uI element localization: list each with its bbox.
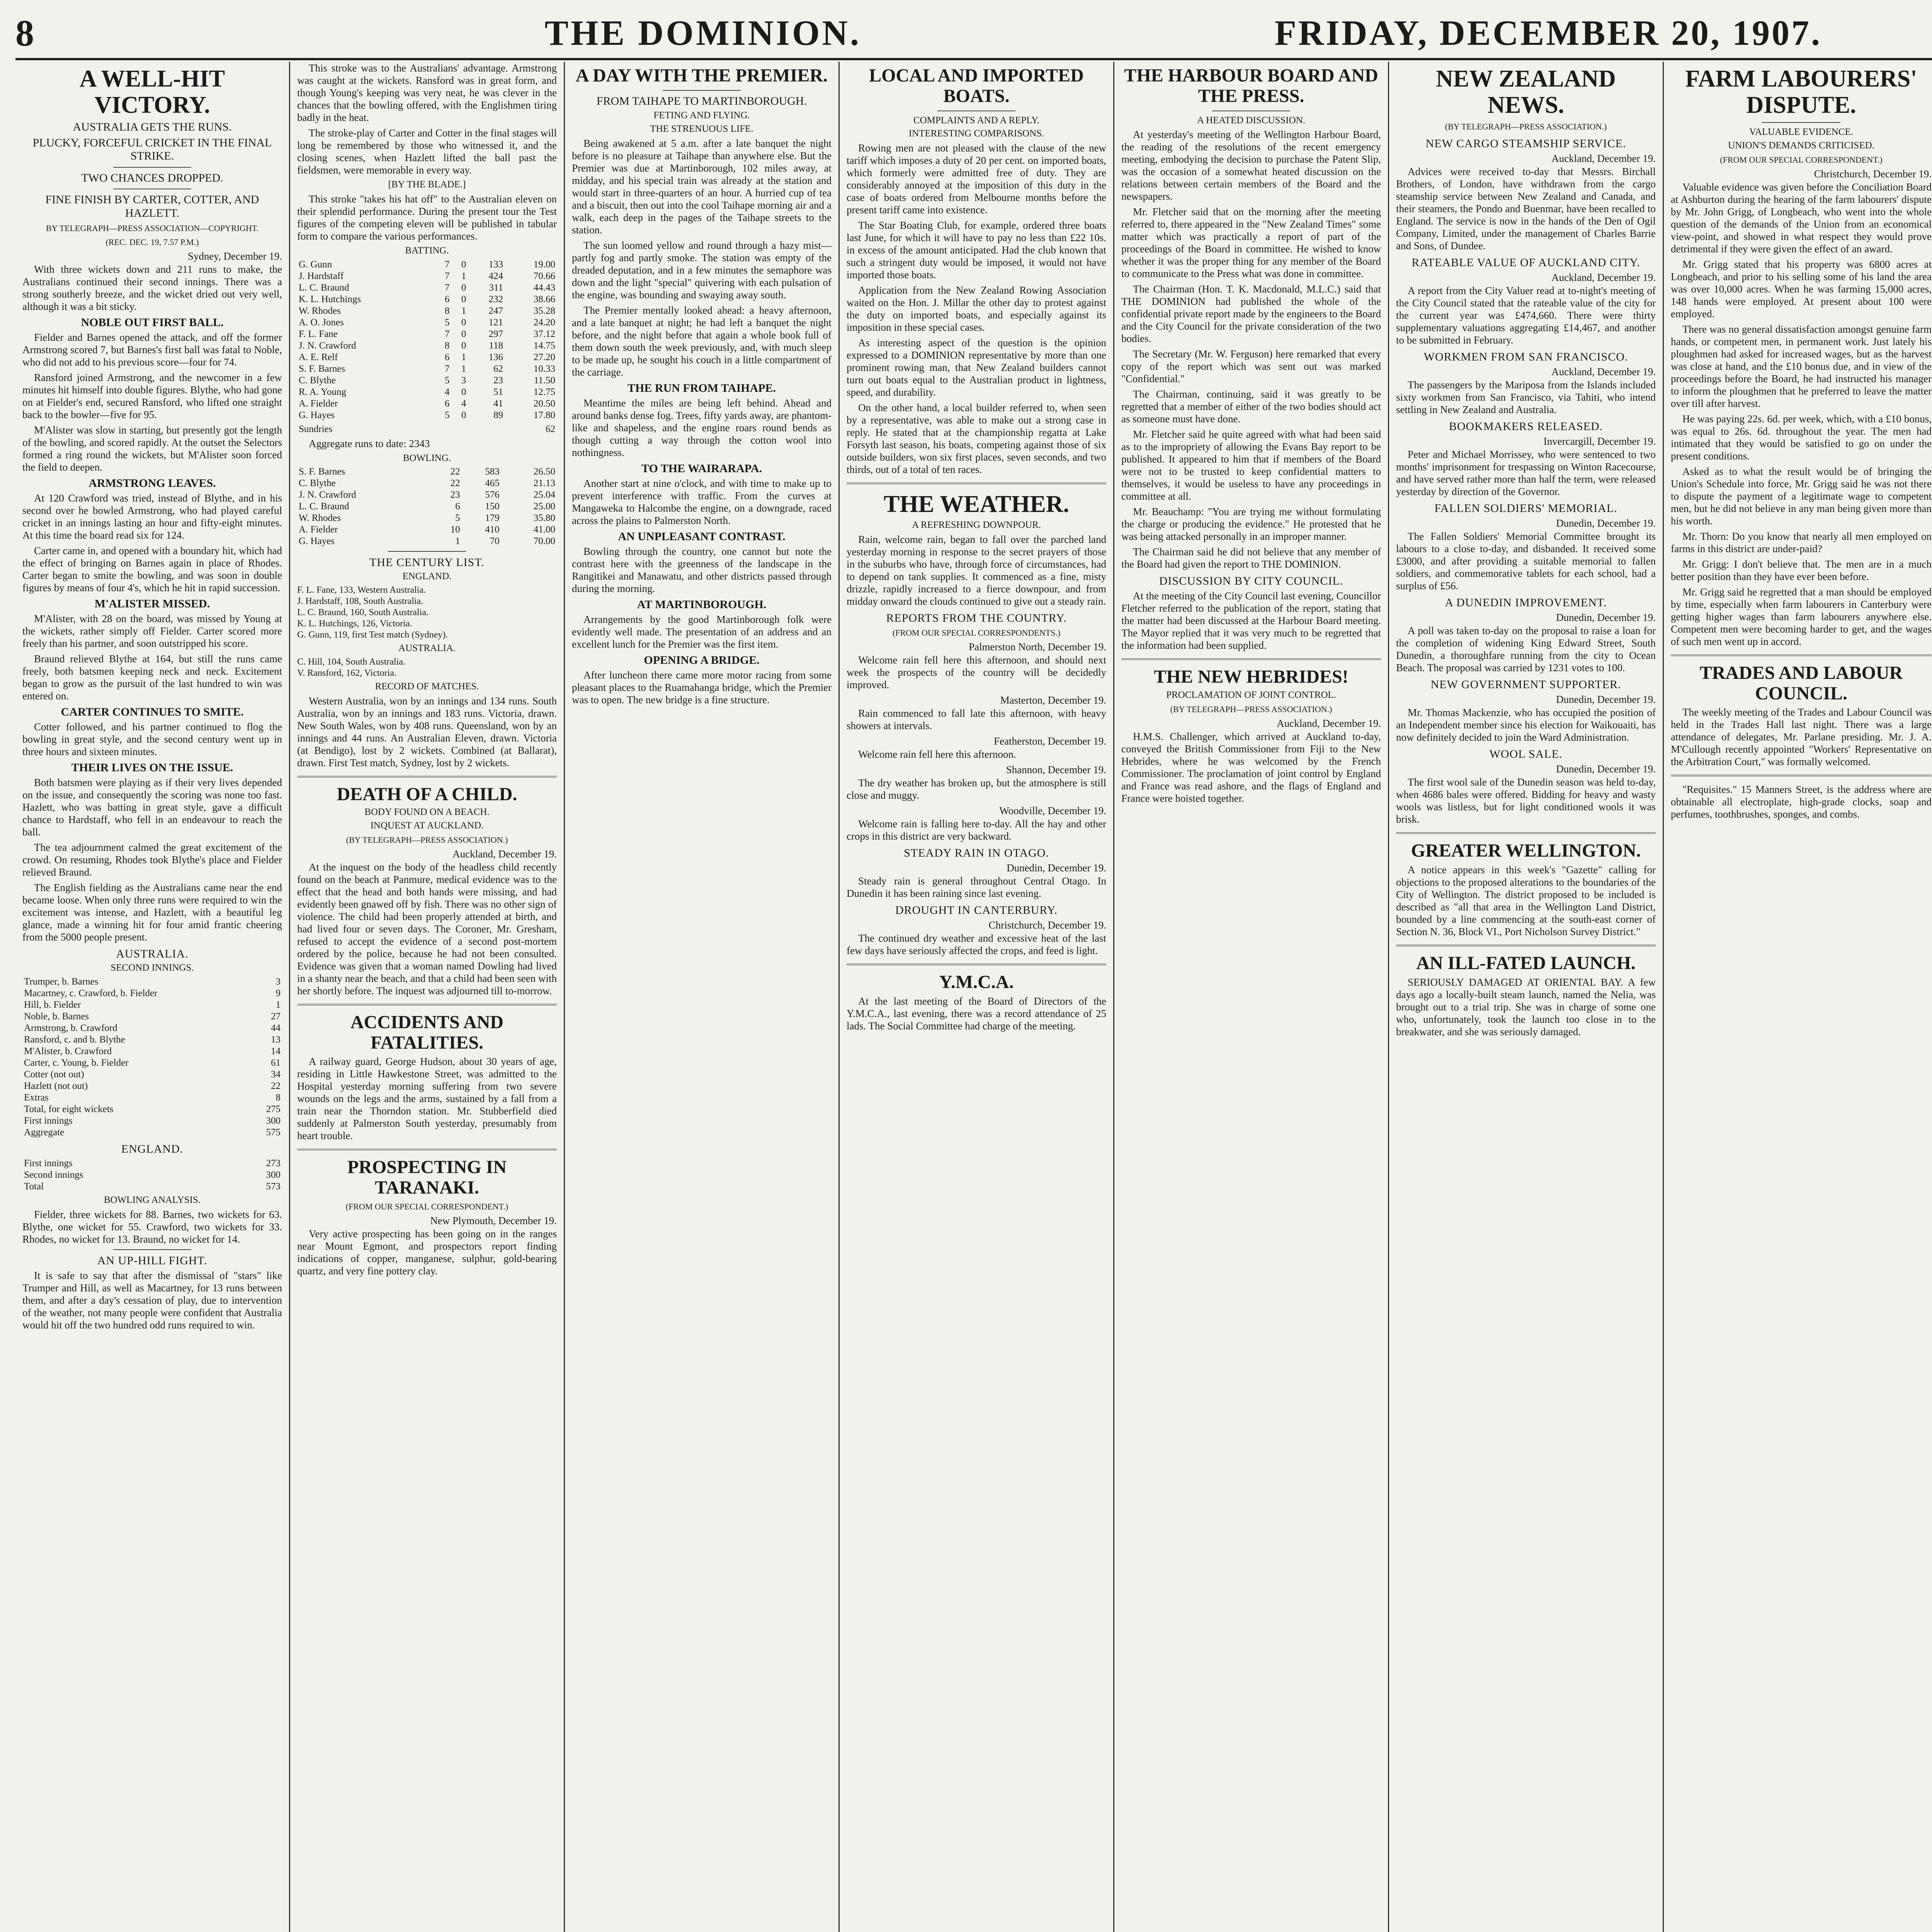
headline-trades-council: TRADES AND LABOUR COUNCIL. (1699, 662, 1903, 704)
subhead: FROM TAIHAPE TO MARTINBOROUGH. (596, 94, 807, 107)
section-head: NEW GOVERNMENT SUPPORTER. (1430, 678, 1621, 691)
article-paragraph: Welcome rain fell here this afternoon, and should next week the prospects of the country will be decidedly improved. (847, 654, 1106, 691)
list-item: F. L. Fane, 133, Western Australia. (297, 585, 426, 595)
crosshead: THEIR LIVES ON THE ISSUE. (71, 761, 233, 774)
article-paragraph: At 120 Crawford was tried, instead of Blythe, and in his second over he bowled Armstrong, who had played careful cricket in an innings lasting an hour and fifty-eight minutes. At this time the board read six for 124. (22, 492, 282, 541)
table-row: G. Hayes 1 70 70.00 (299, 536, 555, 547)
subhead: COMPLAINTS AND A REPLY. (913, 115, 1040, 126)
subhead: VALUABLE EVIDENCE. (1749, 127, 1853, 138)
headline-farm-labourers: FARM LABOURERS' DISPUTE. (1685, 66, 1917, 119)
section-head: STEADY RAIN IN OTAGO. (904, 847, 1049, 860)
article-paragraph: Both batsmen were playing as if their very lives depended on the issue, and consequently the scoring was none too fast. Hazlett, who was batting in great style, gave a difficult chance to Hardstaff, who fell in an endeavour to reach the ball. (22, 777, 282, 838)
article-paragraph: The stroke-play of Carter and Cotter in the final stages will long be remembered by those who witnessed it, and the closing scenes, when Hazlett lifted the ball past the fieldsmen, were memorable in every way. (297, 127, 557, 176)
article-paragraph: The passengers by the Mariposa from the Islands included sixty workmen from San Francisco, via Tahiti, who intend settling in New Zealand and Australia. (1396, 379, 1656, 416)
subhead: UNION'S DEMANDS CRITICISED. (1728, 140, 1874, 151)
article-paragraph: Braund relieved Blythe at 164, but still the runs came freely, both batsmen keeping neck and neck. Excitement began to grow as the pursuit of the last hundred to win was entered on. (22, 653, 282, 702)
article-paragraph: Being awakened at 5 a.m. after a late banquet the night before is no pleasure at Taihape than anywhere else. But the Premier was due at Martinborough, 102 miles away, at midday, and his special train was already at the station and would start in three-quarters of an hour. A hurried cup of tea and a biscuit, then out into the cool Taihape morning air and a walk, each deep in the pages of the Taihape streets to the station. (572, 137, 832, 236)
article-paragraph: This stroke "takes his hat off" to the Australian eleven on their splendid performance. During the present tour the Test figures of the competing eleven will be published in tabular form to compare the various performances. (297, 193, 557, 242)
list-item: J. Hardstaff, 108, South Australia. (297, 596, 423, 606)
section-head: WORKMEN FROM SAN FRANCISCO. (1423, 350, 1628, 364)
table-row: F. L. Fane 7 0 297 37.12 (299, 328, 555, 339)
scoreboard-title: ENGLAND. (121, 1143, 184, 1156)
article-paragraph: The tea adjournment calmed the great excitement of the crowd. On resuming, Rhodes took Blythe's place and Fielder relieved Braund. (22, 842, 282, 878)
table-row: Total, for eight wickets 275 (24, 1104, 281, 1115)
issue-date: FRIDAY, DECEMBER 20, 1907. (1274, 13, 1822, 53)
crosshead: TO THE WAIRARAPA. (641, 462, 762, 475)
article-paragraph: The Premier mentally looked ahead: a heavy afternoon, and a late banquet at night; he had left a banquet the night before, and the night before that again a whole book full of them down south the week previously, and, with much sleep to be made up, he sought his couch in a little compartment of the carriage. (572, 304, 832, 378)
table-row: Total 573 (24, 1181, 281, 1192)
subhead: INTERESTING COMPARISONS. (908, 128, 1044, 139)
section-subhead: ENGLAND. (402, 571, 452, 582)
aggregate-line: Aggregate runs to date: 2343 (309, 437, 430, 449)
list-item: L. C. Braund, 160, South Australia. (297, 607, 429, 617)
table-row: First innings 273 (24, 1158, 281, 1169)
table-row: Macartney, c. Crawford, b. Fielder 9 (24, 988, 281, 999)
article-paragraph: The Chairman, continuing, said it was greatly to be regretted that a member of either of the two bodies should act as someone must have done. (1121, 388, 1381, 425)
article-paragraph: Welcome rain fell here this afternoon. (858, 748, 1016, 760)
article-paragraph: With three wickets down and 211 runs to make, the Australians continued their second innings. There was a strong southerly breeze, and the wicket dried out very well, although it was a bit sticky. (22, 264, 282, 313)
section-subhead: AUSTRALIA. (398, 643, 456, 653)
dateline: Christchurch, December 19. (1814, 168, 1932, 180)
table-row: C. Blythe 5 3 23 11.50 (299, 375, 555, 386)
dateline: Dunedin, December 19. (1556, 763, 1656, 775)
article-paragraph: Valuable evidence was given before the Conciliation Board at Ashburton during the hearing of the farm labourers' dispute by Mr. John Grigg, of Longbeach, who went into the whole question of the demands of the Union from an economical view-point, and showed in what respect they would prove detrimental if they were given the effect of an award. (1671, 181, 1932, 255)
article-paragraph: The first wool sale of the Dunedin season was held to-day, when 4686 bales were offered. Bidding for heavy and wasty wools was listless, but for light conditioned wools it was brisk. (1396, 776, 1656, 825)
article-paragraph: The dry weather has broken up, but the atmosphere is still close and muggy. (847, 777, 1106, 801)
table-row: L. C. Braund 6 150 25.00 (299, 501, 555, 512)
crosshead: OPENING A BRIDGE. (644, 653, 760, 667)
newspaper-title: THE DOMINION. (544, 13, 861, 53)
headline-harbour: THE HARBOUR BOARD AND THE PRESS. (1124, 65, 1378, 106)
list-item: K. L. Hutchings, 126, Victoria. (297, 619, 412, 629)
article-paragraph: The English fielding as the Australians came near the end became loose. When only three runs were required to win the excitement was intense, and Hazlett, with a beautiful leg glance, made a winning hit for four amid frantic cheering from the 5000 people present. (22, 882, 282, 943)
dateline: Auckland, December 19. (1551, 272, 1656, 284)
table-row: Cotter (not out) 34 (24, 1069, 281, 1080)
article-paragraph: This stroke was to the Australians' advantage. Armstrong was caught at the wickets. Ransford was in great form, and though Young's keeping was very neat, he was clever in the chances that the bowling offered, with the Englishmen tiring badly in the heat. (297, 62, 557, 123)
dateline: Masterton, December 19. (1000, 694, 1106, 706)
headline-ymca: Y.M.C.A. (939, 972, 1014, 993)
scoreboard-table (22, 976, 282, 1138)
article-paragraph: The Star Boating Club, for example, ordered three boats last June, for which it will have to pay no less than £22 10s. in excess of the amount anticipated. Had the club known that such a stringent duty would be imposed, it would not have imported those boats. (847, 219, 1106, 281)
article-paragraph: At the last meeting of the Board of Directors of the Y.M.C.A., last evening, there was a record attendance of 25 lads. The Social Committee had charge of the meeting. (847, 995, 1106, 1032)
article-paragraph: M'Alister was slow in starting, but presently got the length of the bowling, and scored rapidly. At the outset the Selectors formed a ring round the wickets, but M'Alister soon forced the field to deepen. (22, 424, 282, 473)
article-paragraph: There was no general dissatisfaction amongst genuine farm hands, or competent men, in permanent work. Just lately his ploughmen had asked for increased wages, but as the harvest was close at hand, and the £10 bonus due, and in view of the proceedings before the Board, he had instructed his manager to inform the ploughmen that he preferred to leave the matter over till after harvest. (1671, 323, 1932, 409)
article-paragraph: At the meeting of the City Council last evening, Councillor Fletcher referred to the publication of the report, stating that the matter had been discussed at the Harbour Board meeting. The Mayor replied that it was very much to be regretted that the information had been supplied. (1121, 590, 1381, 651)
table-row: J. N. Crawford 23 576 25.04 (299, 490, 555, 500)
article-paragraph: Arrangements by the good Martinborough folk were evidently well made. The presentation of an address and an excellent lunch for the Premier was the first item. (572, 613, 832, 650)
column-3 (565, 62, 840, 1932)
credit-line: (FROM OUR SPECIAL CORRESPONDENT.) (1720, 155, 1883, 165)
dateline: Dunedin, December 19. (1556, 694, 1656, 706)
table-row: A. E. Relf 6 1 136 27.20 (299, 352, 555, 362)
section-head: [BY THE BLADE.] (388, 179, 466, 190)
article-paragraph: Welcome rain is falling here to-day. All the hay and other crops in this district are very backward. (847, 818, 1106, 842)
dateline: Woodville, December 19. (999, 805, 1106, 817)
subhead: TWO CHANCES DROPPED. (81, 171, 223, 184)
credit-line: BY TELEGRAPH—PRESS ASSOCIATION—COPYRIGHT. (46, 223, 259, 233)
section-head: DROUGHT IN CANTERBURY. (895, 904, 1058, 917)
article-paragraph: The Secretary (Mr. W. Ferguson) here remarked that every copy of the report which was sent out was marked "Confidential." (1121, 348, 1381, 385)
article-paragraph: M'Alister, with 28 on the board, was missed by Young at the wickets, rather simply off Fielder. Carter scored more freely than his partner, and soon outstripped his score. (22, 613, 282, 650)
subhead: THE STRENUOUS LIFE. (650, 124, 753, 134)
batting-title: BATTING. (405, 245, 449, 256)
article-paragraph: The weekly meeting of the Trades and Labour Council was held in the Trades Hall last night. There was a large attendance of delegates, Mr. Parlane presiding. Mr. J. A. M'Cullough recently appointed "Workers' Representative on the Arbitration Court," was formally welcomed. (1671, 706, 1932, 768)
article-paragraph: Mr. Grigg stated that his property was 6800 acres at Longbeach, and prior to his selling some of his land the area was over 10,000 acres. When he was farming 15,000 acres, 148 hands were employed. At present about 100 were employed. (1671, 258, 1932, 320)
dateline: Sydney, December 19. (187, 250, 282, 262)
sundries-table (297, 423, 557, 435)
article-paragraph: The sun loomed yellow and round through a hazy mist—partly fog and partly smoke. The station was empty of the dreaded deputation, and in a few minutes the semaphore was down and the light "special" quivering with each pulsation of the engine, was bounding and swaying away south. (572, 239, 832, 301)
table-row: J. N. Crawford 8 0 118 14.75 (299, 340, 555, 351)
table-row: C. Blythe 22 465 21.13 (299, 478, 555, 489)
table-row: Sundries 62 (299, 423, 555, 434)
subhead: PROCLAMATION OF JOINT CONTROL. (1166, 690, 1336, 701)
dateline: Auckland, December 19. (1551, 153, 1656, 165)
century-list (297, 585, 557, 641)
subhead: BODY FOUND ON A BEACH. (364, 807, 490, 818)
subhead: A HEATED DISCUSSION. (1197, 115, 1305, 126)
crosshead: AN UNPLEASANT CONTRAST. (618, 530, 786, 543)
headline-premier: A DAY WITH THE PREMIER. (575, 65, 828, 86)
article-paragraph: Very active prospecting has been going on in the ranges near Mount Egmont, and prospectors report finding indications of copper, manganese, sulphur, gold-bearing quartz, and very fine pottery clay. (297, 1228, 557, 1277)
article-paragraph: Rowing men are not pleased with the clause of the new tariff which imposes a duty of 20 per cent. on imported boats, which formerly were admitted free of duty. They are considerably annoyed at the imposition of this duty in the case of boats ordered from Melbourne months before the present tariff came into existence. (847, 142, 1106, 216)
table-row: Armstrong, b. Crawford 44 (24, 1023, 281, 1034)
bowling-table (297, 466, 557, 547)
table-row: W. Rhodes 8 1 247 35.28 (299, 305, 555, 316)
table-row: S. F. Barnes 22 583 26.50 (299, 466, 555, 477)
section-head: FALLEN SOLDIERS' MEMORIAL. (1434, 502, 1617, 515)
dateline: Invercargill, December 19. (1543, 435, 1656, 447)
headline-accidents: ACCIDENTS AND FATALITIES. (350, 1012, 504, 1053)
article-paragraph: On the other hand, a local builder referred to, when seen by a representative, was able to make out a strong case in reply. He stated that at the championship regatta at Lake Forsyth last season, his boats, competing against those of six outside builders, won six first places, seven seconds, and two thirds, out of a total of ten races. (847, 402, 1106, 476)
article-paragraph: A notice appears in this week's "Gazette" calling for objections to the proposed alterations to the boundaries of the City of Wellington. The district proposed to be included is described as "all that area in the Wellington Land District, bounded by a line commencing at the south-east corner of Section N. 36, Block VI., Port Nicholson Survey District." (1396, 864, 1656, 938)
page-number: 8 (15, 12, 34, 54)
dateline: Auckland, December 19. (1551, 366, 1656, 378)
article-paragraph: Fielder and Barnes opened the attack, and off the former Armstrong scored 7, but Barnes's first ball was fatal to Noble, who did not add to his previous score—four for 74. (22, 332, 282, 368)
crosshead: AT MARTINBOROUGH. (637, 598, 767, 611)
column-1 (15, 62, 290, 1932)
article-paragraph: Peter and Michael Morrissey, who were sentenced to two months' imprisonment for trespassing on Winton Racecourse, and have served rather more than half the term, were released yesterday by direction of the Governor. (1396, 449, 1656, 498)
article-paragraph: Mr. Grigg said he regretted that a man should be employed by time, especially when farm labourers in Canterbury were getting higher wages than farm labourers anywhere else. Competent men were becoming harder to get, and the wages of such men went up in accord. (1671, 586, 1932, 647)
article-paragraph: The continued dry weather and excessive heat of the last few days have seriously affected the crops, and feed is light. (847, 932, 1106, 957)
masthead (15, 8, 1932, 60)
dateline: Auckland, December 19. (1277, 717, 1381, 729)
article-paragraph: Steady rain is general throughout Central Otago. In Dunedin it has been raining since last evening. (847, 875, 1106, 900)
column-2 (290, 62, 565, 1932)
credit-line: (FROM OUR SPECIAL CORRESPONDENTS.) (892, 628, 1061, 638)
crosshead: NOBLE OUT FIRST BALL. (81, 316, 224, 329)
advertisement-paragraph: "Requisites." 15 Manners Street, is the address where are obtainable all electroplate, high-grade clocks, soap and perfumes, toothbrushes, sponges, and combs. (1671, 784, 1932, 820)
section-head: RATEABLE VALUE OF AUCKLAND CITY. (1412, 256, 1640, 269)
dateline: New Plymouth, December 19. (430, 1214, 557, 1226)
article-paragraph: Mr. Thomas Mackenzie, who has occupied the position of an Independent member since his election for Waikouaiti, has now definitely decided to join the Ward Administration. (1396, 707, 1656, 743)
crosshead: M'ALISTER MISSED. (94, 597, 210, 611)
article-paragraph: Mr. Fletcher said he quite agreed with what had been said as to the impropriety of allowing the Evans Bay report to be published. It appeared to him that if members of the Board were not to be trusted to keep confidential matters to themselves, it would be useless to have any proceedings in committee at all. (1121, 429, 1381, 502)
article-paragraph: It is safe to say that after the dismissal of "stars" like Trumper and Hill, as well as Macartney, for 13 runs between them, and after a day's cessation of play, due to intervention of the weather, not many people were confident that Australia would hit off the two hundred odd runs required to win. (22, 1269, 282, 1331)
table-row: Ransford, c. and b. Blythe 13 (24, 1034, 281, 1045)
article-paragraph: At yesterday's meeting of the Wellington Harbour Board, the reading of the resolutions of the recent emergency meeting, embodying the decision to purchase the Patent Slip, was the occasion of a somewhat heated discussion on the relations between certain members of the Board and the newspapers. (1121, 129, 1381, 202)
article-paragraph: A railway guard, George Hudson, about 30 years of age, residing in Little Hawkestone Street, was admitted to the Hospital yesterday morning suffering from two severe wounds on the legs and the arms, sustained by a fall from a train near the Thorndon station. Mr. Stubberfield died suddenly at Palmerston South yesterday, presumably from heart trouble. (297, 1056, 557, 1142)
subhead: FINE FINISH BY CARTER, COTTER, AND HAZLETT. (45, 193, 259, 219)
article-paragraph: He was paying 22s. 6d. per week, which, with a £10 bonus, was equal to 26s. 6d. throughout the year. The men had intimated that they would be satisfied to go on under the present conditions. (1671, 413, 1932, 462)
article-paragraph: Mr. Fletcher said that on the morning after the meeting referred to, there appeared in the "New Zealand Times" some matter which was practically a report of part of the proceedings of the Board in committee. He wished to know whether it was the proper thing for any member of the Board to communicate to the Press what was done in committee. (1121, 206, 1381, 280)
column-5 (1114, 62, 1389, 1932)
subhead: PLUCKY, FORCEFUL CRICKET IN THE FINAL STRIKE. (32, 136, 272, 163)
article-paragraph: Advices were received to-day that Messrs. Birchall Brothers, of London, have withdrawn from the cargo steamship service between New Zealand and Canada, and their steamers, the Pondo and Buenmar, have been recalled to England. The service is now in the hands of the Den of Ogil Company, Limited, under the management of Charles Barrie and Sons, of Dundee. (1396, 166, 1656, 252)
article-paragraph: Mr. Grigg: I don't believe that. The men are in a much better position than they have ever been before. (1671, 558, 1932, 582)
crosshead: THE RUN FROM TAIHAPE. (628, 381, 776, 395)
article-paragraph: The Chairman (Hon. T. K. Macdonald, M.L.C.) said that THE DOMINION had published the whole of the confidential private report made by the engineers to the Board and the City Council for the private consideration of the two bodies. (1121, 283, 1381, 345)
table-row: K. L. Hutchings 6 0 232 38.66 (299, 294, 555, 304)
section-head: BOOKMAKERS RELEASED. (1449, 420, 1603, 433)
dateline: Auckland, December 19. (452, 848, 557, 860)
crosshead: CARTER CONTINUES TO SMITE. (61, 706, 244, 719)
table-row: Noble, b. Barnes 27 (24, 1011, 281, 1022)
england-table (22, 1158, 282, 1192)
table-row: W. Rhodes 5 179 35.80 (299, 513, 555, 524)
column-6 (1389, 62, 1664, 1932)
crosshead: ARMSTRONG LEAVES. (88, 477, 216, 490)
table-row: J. Hardstaff 7 1 424 70.66 (299, 270, 555, 281)
article-paragraph: Meantime the miles are being left behind. Ahead and around banks dense fog. Trees, fifty yards away, are phantom-like and shapeless, and the engine roars round bends as though cutting a way through the cotton wool into nothingness. (572, 397, 832, 458)
article-paragraph: Carter came in, and opened with a boundary hit, which had the effect of bringing on Barnes again in place of Rhodes. Carter began to smite the bowling, and was soon in double figures by means of four 4's, which he hit in rapid succession. (22, 545, 282, 594)
list-item: V. Ransford, 162, Victoria. (297, 668, 396, 678)
table-row: Carter, c. Young, b. Fielder 61 (24, 1058, 281, 1068)
article-paragraph: Ransford joined Armstrong, and the newcomer in a few minutes hit himself into double figures. Blythe, who had gone on at Fielder's end, secured Ransford, who lifted one straight back to the bowler—five for 95. (22, 372, 282, 421)
article-paragraph: At the inquest on the body of the headless child recently found on the beach at Panmure, medical evidence was to the effect that the head and both hands were missing, and had evidently been gnawed off by fish. There was no other sign of violence. The child had been properly attended at birth, and had lived four or seven days. The Coroner, Mr. Gresham, refused to accept the evidence of a second post-mortem ordered by the police, because he had not been consulted. Evidence was given that a woman named Dowling had lived in a shanty near the beach, and that a child had been seen with her shortly before. The inquest was adjourned till to-morrow. (297, 861, 557, 997)
table-row: Second innings 300 (24, 1170, 281, 1180)
article-paragraph: Mr. Beauchamp: "You are trying me without formulating the charge or producing the evidence." He protested that he was being attacked personally in an improper manner. (1121, 506, 1381, 543)
dateline: Shannon, December 19. (1006, 764, 1106, 776)
table-row: L. C. Braund 7 0 311 44.43 (299, 282, 555, 293)
dateline: Dunedin, December 19. (1556, 612, 1656, 624)
headline-weather: THE WEATHER. (883, 491, 1070, 518)
article-paragraph: Bowling through the country, one cannot but note the contrast here with the greenness of the landscape in the Rangitikei and Manawatu, and other districts passed through during the morning. (572, 545, 832, 594)
table-row: A. Fielder 10 410 41.00 (299, 524, 555, 535)
article-paragraph: The Fallen Soldiers' Memorial Committee brought its labours to a close to-day, and disbanded. It received some £3000, and after providing a suitable memorial to fallen soldiers, and commemorative tablets for each school, had a surplus of £56. (1396, 531, 1656, 592)
table-row: S. F. Barnes 7 1 62 10.33 (299, 363, 555, 374)
section-head: WOOL SALE. (1489, 748, 1563, 761)
article-paragraph: Application from the New Zealand Rowing Association waited on the Hon. J. Millar the other day to protest against the duty on imported boats, and especially against its imposition in these special cases. (847, 284, 1106, 333)
headline-boats: LOCAL AND IMPORTED BOATS. (869, 65, 1084, 106)
credit-line: (BY TELEGRAPH—PRESS ASSOCIATION.) (1170, 704, 1332, 714)
table-row: First innings 300 (24, 1116, 281, 1126)
section-head: A DUNEDIN IMPROVEMENT. (1445, 596, 1607, 609)
section-head: AN UP-HILL FIGHT. (97, 1254, 207, 1267)
section-head: NEW CARGO STEAMSHIP SERVICE. (1425, 137, 1626, 150)
list-item: C. Hill, 104, South Australia. (297, 656, 406, 667)
table-row: Hazlett (not out) 22 (24, 1081, 281, 1092)
column-4 (840, 62, 1114, 1932)
table-row: Extras 8 (24, 1092, 281, 1103)
article-paragraph: Cotter followed, and his partner continued to flog the bowling in great style, and the second century went up in three hours and sixteen minutes. (22, 721, 282, 758)
subhead: AUSTRALIA GETS THE RUNS. (73, 121, 232, 134)
article-paragraph: Another start at nine o'clock, and with time to make up to prevent interference with traffic. From the curves at Mangaweka to Halcombe the engine, on a downgrade, raced across the plains to Palmerston North. (572, 477, 832, 526)
batting-table (297, 259, 557, 421)
table-row: M'Alister, b. Crawford 14 (24, 1046, 281, 1057)
article-paragraph: Mr. Thorn: Do you know that nearly all men employed on farms in this district are under-paid? (1671, 530, 1932, 554)
article-paragraph: After luncheon there came more motor racing from some pleasant places to the Ruamahanga bridge, which the Premier was to open. The new bridge is a fine structure. (572, 669, 832, 706)
headline-cricket: A WELL-HIT VICTORY. (79, 66, 225, 119)
table-row: Trumper, b. Barnes 3 (24, 976, 281, 987)
subhead: FETING AND FLYING. (653, 110, 750, 121)
bowling-title: BOWLING. (403, 452, 451, 463)
scoreboard-title: AUSTRALIA. (116, 947, 189, 961)
century-list (297, 656, 557, 679)
table-row: A. Fielder 6 4 41 20.50 (299, 398, 555, 409)
article-paragraph: Western Australia, won by an innings and 134 runs. South Australia, won by an innings and 183 runs. Victoria, drawn. New South Wales, won by 408 runs. Queensland, won by an innings and 44 runs. An Australian Eleven, drawn. Victoria (at Bendigo), lost by 2 wickets. Combined (at Ballarat), drawn. First Test match, Sydney, lost by 2 wickets. (297, 695, 557, 769)
credit-line: (BY TELEGRAPH—PRESS ASSOCIATION.) (346, 835, 508, 845)
table-row: G. Hayes 5 0 89 17.80 (299, 410, 555, 420)
headline-prospecting: PROSPECTING IN TARANAKI. (347, 1157, 507, 1198)
article-paragraph: SERIOUSLY DAMAGED AT ORIENTAL BAY. A few days ago a locally-built steam launch, named the Nelia, was brought out to a trial trip. She was in charge of some one who, unfortunately, took the launch too close in to the breakwater, and she was seriously damaged. (1396, 976, 1656, 1037)
dateline: Palmerston North, December 19. (968, 641, 1106, 653)
section-subhead: RECORD OF MATCHES. (375, 681, 479, 692)
article-paragraph: As interesting aspect of the question is the opinion expressed to a DOMINION representative by more than one prominent rowing man, that New Zealand builders cannot turn out boats equal to the Australian product in lightness, speed, and durability. (847, 337, 1106, 398)
table-row: Hill, b. Fielder 1 (24, 1000, 281, 1010)
headline-launch: AN ILL-FATED LAUNCH. (1416, 953, 1636, 974)
dateline: Dunedin, December 19. (1007, 862, 1106, 874)
article-paragraph: A report from the City Valuer read at to-night's meeting of the City Council stated that the rateable value of the city for the current year was £474,660. There were thirty supplementary valuations aggregating £14,467, and another to be submitted in February. (1396, 285, 1656, 346)
article-paragraph: Rain commenced to fall late this afternoon, with heavy showers at intervals. (847, 707, 1106, 732)
section-head: THE CENTURY LIST. (369, 556, 485, 569)
dateline: Featherston, December 19. (994, 735, 1106, 747)
article-paragraph: Asked as to what the result would be of bringing the Union's Schedule into force, Mr. Grigg said he was not there to dispute the payment of a legitimate wage to competent men, but he did not believe in any man being given more than his worth. (1671, 465, 1932, 527)
article-paragraph: Rain, welcome rain, began to fall over the parched land yesterday morning in response to the secret prayers of those in the suburbs who have, through force of circumstances, had to depend on tank supplies. It commenced as a fine, misty drizzle, rapidly increased to a fierce downpour, and from midday onward the clouds continued to give out a steady rain. (847, 534, 1106, 607)
table-row: R. A. Young 4 0 51 12.75 (299, 386, 555, 397)
received-line: (REC. DEC. 19, 7.57 P.M.) (105, 237, 199, 247)
credit-line: (BY TELEGRAPH—PRESS ASSOCIATION.) (1445, 122, 1607, 132)
section-head: DISCUSSION BY CITY COUNCIL. (1159, 575, 1344, 588)
article-paragraph: A poll was taken to-day on the proposal to raise a loan for the completion of widening King Edward Street, South Dunedin, a thoroughfare running from the city to Ocean Beach. The proposal was carried by 1231 votes to 100. (1396, 625, 1656, 674)
article-paragraph: The Chairman said he did not believe that any member of the Board had given the report to THE DOMINION. (1121, 546, 1381, 570)
subhead: A REFRESHING DOWNPOUR. (912, 520, 1041, 531)
credit-line: (FROM OUR SPECIAL CORRESPONDENT.) (345, 1201, 509, 1211)
headline-greater-wellington: GREATER WELLINGTON. (1411, 840, 1641, 861)
subhead: INQUEST AT AUCKLAND. (370, 820, 484, 831)
section-head: REPORTS FROM THE COUNTRY. (886, 612, 1067, 625)
scoreboard-subtitle: SECOND INNINGS. (111, 963, 194, 973)
headline-nz-news: NEW ZEALAND NEWS. (1436, 66, 1616, 119)
dateline: Dunedin, December 19. (1556, 517, 1656, 529)
table-row: Aggregate 575 (24, 1127, 281, 1138)
article-paragraph: H.M.S. Challenger, which arrived at Auckland to-day, conveyed the British Commissioner from Fiji to the New Hebrides, where he was welcomed by the French Commissioner. The proclamation of joint control by England and France was read ashore, and the flags of England and France were hoisted together. (1121, 730, 1381, 804)
bowling-analysis: Fielder, three wickets for 88. Barnes, two wickets for 63. Blythe, one wicket for 55. Crawford, two wickets for 33. Rhodes, no wicket for 13. Braund, no wicket for 14. (22, 1208, 282, 1245)
bowling-analysis-title: BOWLING ANALYSIS. (104, 1195, 201, 1206)
column-7 (1664, 62, 1932, 1932)
table-row: A. O. Jones 5 0 121 24.20 (299, 317, 555, 328)
list-item: G. Gunn, 119, first Test match (Sydney). (297, 630, 448, 640)
table-row: G. Gunn 7 0 133 19.00 (299, 259, 555, 270)
headline-death: DEATH OF A CHILD. (337, 784, 517, 804)
dateline: Christchurch, December 19. (988, 919, 1106, 931)
headline-hebrides: THE NEW HEBRIDES! (1154, 667, 1349, 687)
